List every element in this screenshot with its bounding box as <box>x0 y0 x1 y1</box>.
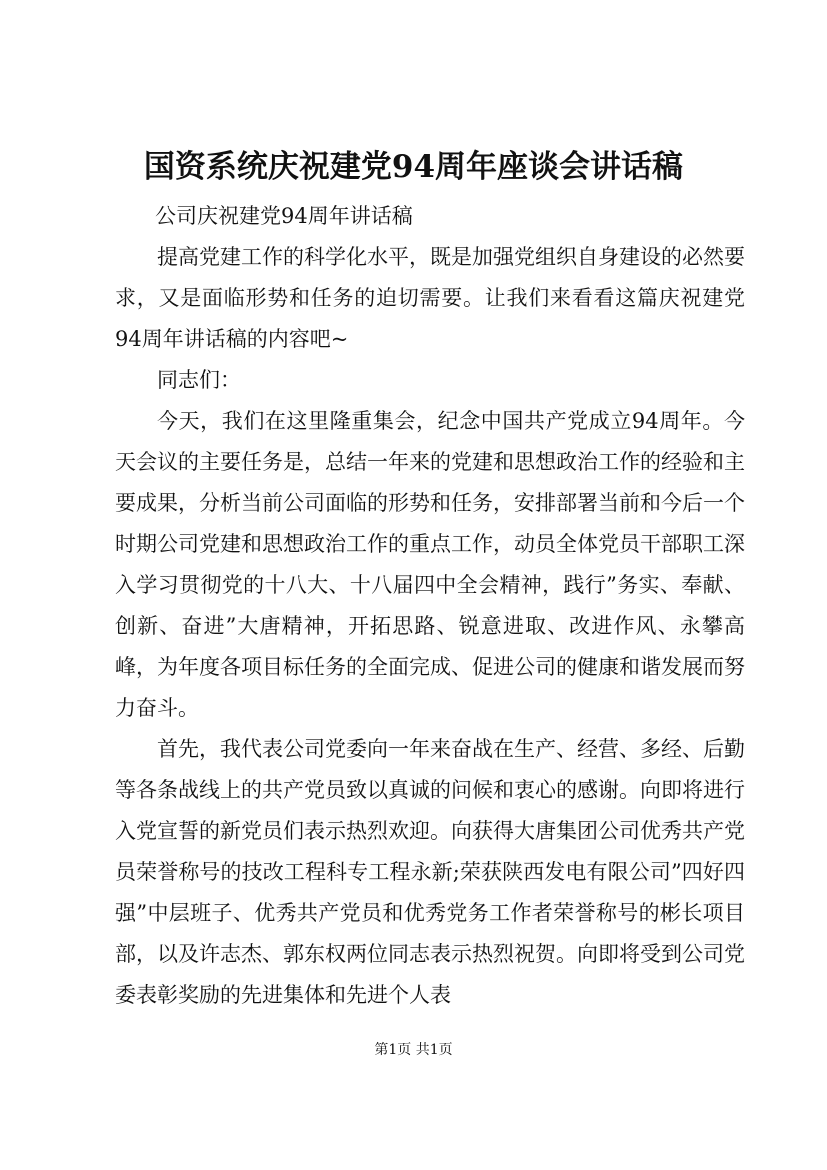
paragraph-meeting-purpose: 今天，我们在这里隆重集会，纪念中国共产党成立94周年。今天会议的主要任务是，总结一年来的党建和思想政治工作的经验和主要成果，分析当前公司面临的形势和任务，安排部署当前和今后一个时期公司党建和思想政治工作的重点工作，动员全体党员干部职工深入学习贯彻党的十八大、十八届四中全会精神，践行”务实、奉献、创新、奋进”大唐精神，开拓思路、锐意进取、改进作风、永攀高峰，为年度各项目标任务的全面完成、促进公司的健康和谐发展而努力奋斗。 <box>115 409 745 720</box>
document-title: 国资系统庆祝建党94周年座谈会讲话稿 <box>143 149 684 185</box>
document-body <box>115 237 745 1016</box>
page-number: 第1页 共1页 <box>374 1042 453 1058</box>
paragraph-salutation: 同志们： <box>157 368 241 392</box>
paragraph-thanks: 首先，我代表公司党委向一年来奋战在生产、经营、多经、后勤等各条战线上的共产党员致以真诚的问候和衷心的感谢。向即将进行入党宣誓的新党员们表示热烈欢迎。向获得大唐集团公司优秀共产党员荣誉称号的技改工程科专工程永新;荣获陕西发电有限公司”四好四强”中层班子、优秀共产党员和优秀党务工作者荣誉称号的彬长项目部，以及许志杰、郭东权两位同志表示热烈祝贺。向即将受到公司党委表彰奖励的先进集体和先进个人表 <box>115 737 745 1007</box>
document-subtitle: 公司庆祝建党94周年讲话稿 <box>155 204 413 228</box>
paragraph-intro: 提高党建工作的科学化水平，既是加强党组织自身建设的必然要求，又是面临形势和任务的迫切需要。让我们来看看这篇庆祝建党94周年讲话稿的内容吧~ <box>115 245 745 351</box>
